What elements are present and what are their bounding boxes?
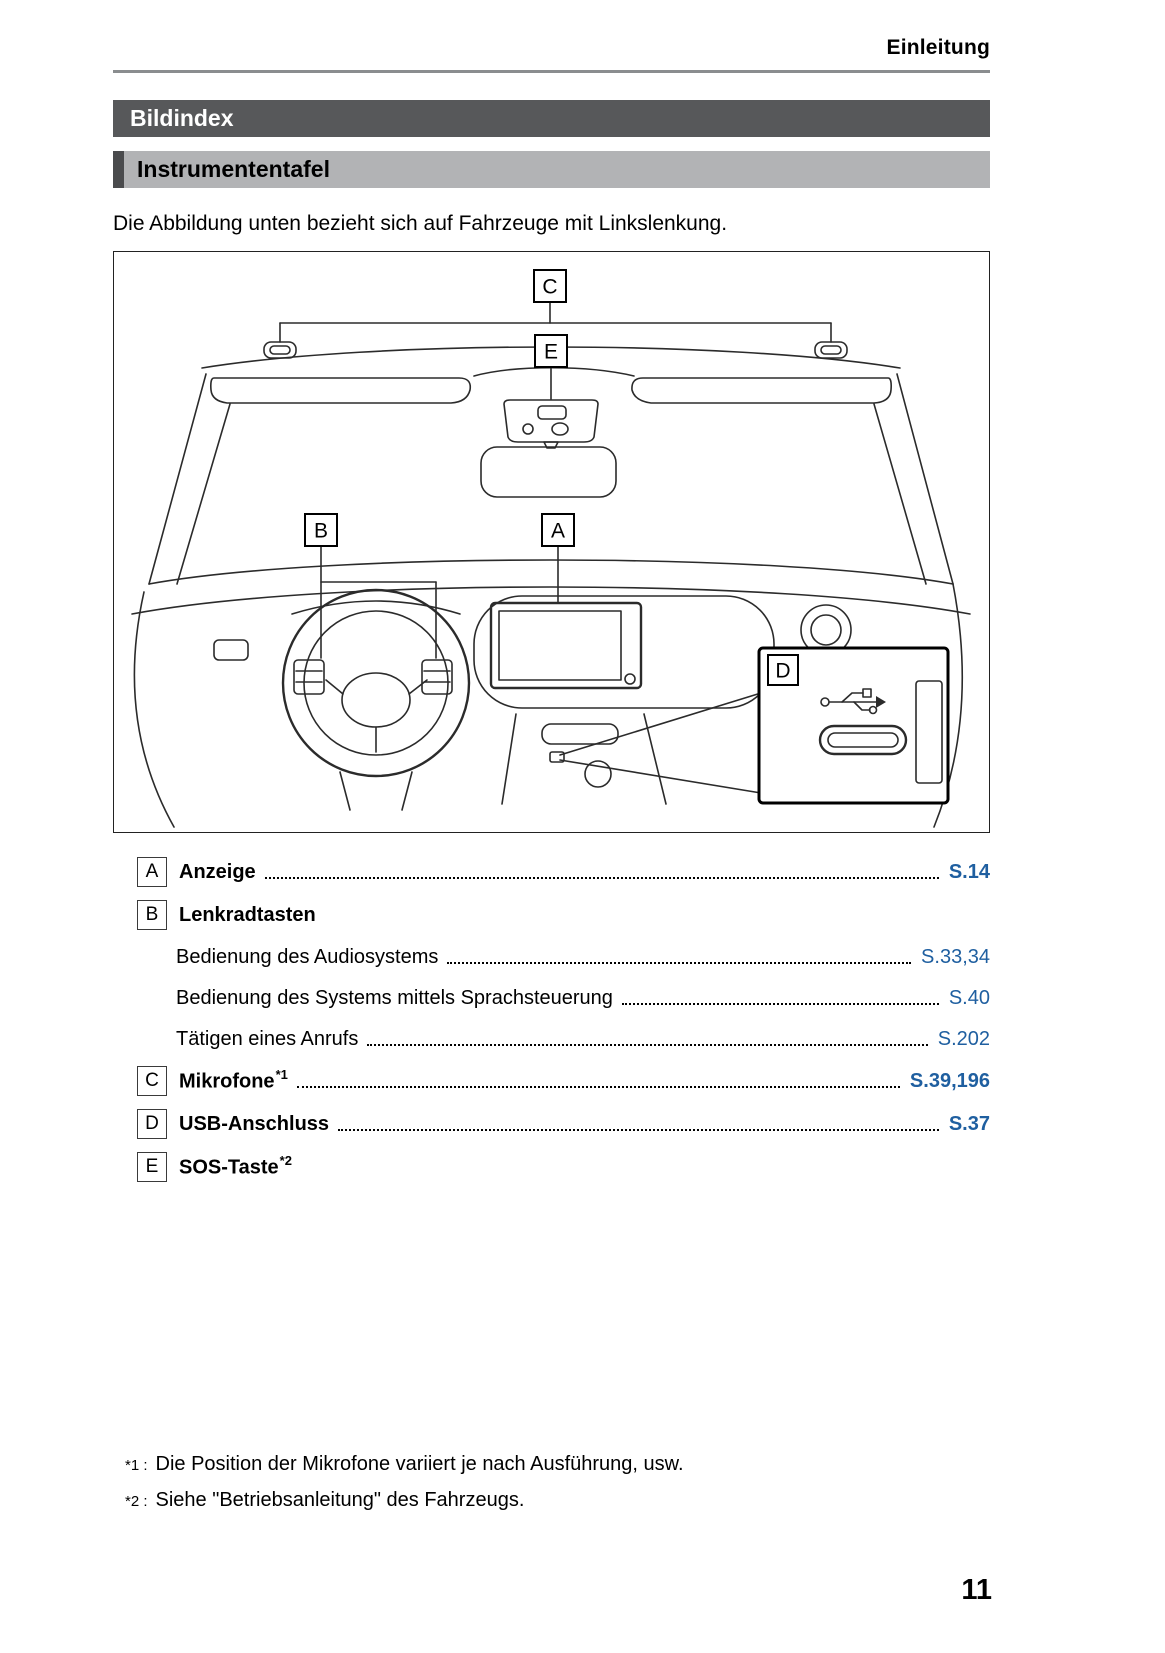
label-a <box>542 514 574 546</box>
page-ref-usb: S.37 <box>948 1112 990 1135</box>
banner-instrumententafel: Instrumententafel <box>113 151 990 188</box>
dot-leader <box>447 962 911 964</box>
key-box-b: B <box>137 900 167 930</box>
dashboard-illustration <box>114 252 988 832</box>
index-label-mikrofone <box>179 1068 288 1094</box>
header-divider <box>113 70 990 73</box>
index-sublabel-audiosystem: Bedienung des Audiosystems <box>176 945 439 968</box>
page-ref-audiosystem: S.33,34 <box>921 945 990 968</box>
index-sublabel-sprachsteuerung: Bedienung des Systems mittels Sprachsteuerung <box>176 986 613 1009</box>
label-c-text: C <box>542 275 558 299</box>
label-b <box>305 514 337 546</box>
footnote-1 <box>125 1453 990 1476</box>
key-box-c: C <box>137 1066 167 1096</box>
footnote-2 <box>125 1489 990 1512</box>
page-ref-anzeige: S.14 <box>948 860 990 883</box>
index-label-mikrofone-text: Mikrofone <box>179 1070 275 1093</box>
label-d <box>768 655 798 685</box>
index-label-lenkradtasten: Lenkradtasten <box>179 903 316 926</box>
footnote-1-marker: *1 : <box>125 1457 148 1474</box>
footnotes <box>113 1453 990 1525</box>
index-label-sos-text: SOS-Taste <box>179 1156 279 1179</box>
index-row-sos <box>137 1148 990 1186</box>
label-a-text: A <box>550 519 566 543</box>
page-ref-sprachsteuerung: S.40 <box>948 986 990 1009</box>
index-row-anzeige <box>137 853 990 891</box>
index-row-usb <box>137 1105 990 1143</box>
footnote-marker-1: *1 <box>275 1067 288 1083</box>
key-box-d: D <box>137 1109 167 1139</box>
dot-leader <box>367 1044 927 1046</box>
page-ref-anruf: S.202 <box>937 1027 990 1050</box>
index-row-anruf <box>137 1021 990 1057</box>
index-row-sprachsteuerung <box>137 980 990 1016</box>
footnote-2-marker: *2 : <box>125 1493 148 1510</box>
dot-leader <box>265 877 939 879</box>
footnote-marker-2: *2 <box>279 1153 292 1169</box>
key-box-e: E <box>137 1152 167 1182</box>
page-content <box>113 0 990 1191</box>
label-b-text: B <box>313 519 329 543</box>
index-row-mikrofone <box>137 1062 990 1100</box>
index-sublabel-anruf: Tätigen eines Anrufs <box>176 1027 359 1050</box>
dot-leader <box>297 1086 900 1088</box>
index-row-lenkradtasten <box>137 896 990 934</box>
banner-bildindex: Bildindex <box>113 100 990 137</box>
diagram-labels <box>305 270 798 685</box>
label-c <box>534 270 566 302</box>
dot-leader <box>622 1003 939 1005</box>
footnote-2-text: Siehe "Betriebsanleitung" des Fahrzeugs. <box>155 1489 525 1511</box>
index-row-audiosystem <box>137 939 990 975</box>
index-label-anzeige: Anzeige <box>179 860 256 883</box>
index-label-usb: USB-Anschluss <box>179 1112 330 1135</box>
dot-leader <box>338 1129 939 1131</box>
footnote-1-text: Die Position der Mikrofone variiert je nach Ausführung, usw. <box>155 1453 684 1475</box>
page-header <box>113 0 990 73</box>
page-number: 11 <box>961 1574 992 1606</box>
label-e <box>535 335 567 367</box>
section-title: Einleitung <box>886 36 990 59</box>
image-index <box>113 853 990 1186</box>
label-d-text: D <box>775 659 791 683</box>
page-ref-mikrofone: S.39,196 <box>909 1069 990 1092</box>
index-label-sos <box>179 1154 292 1180</box>
key-box-a: A <box>137 857 167 887</box>
label-e-text: E <box>543 340 559 364</box>
dashboard-diagram-frame <box>113 251 990 833</box>
intro-text: Die Abbildung unten bezieht sich auf Fahrzeuge mit Linkslenkung. <box>113 212 728 235</box>
